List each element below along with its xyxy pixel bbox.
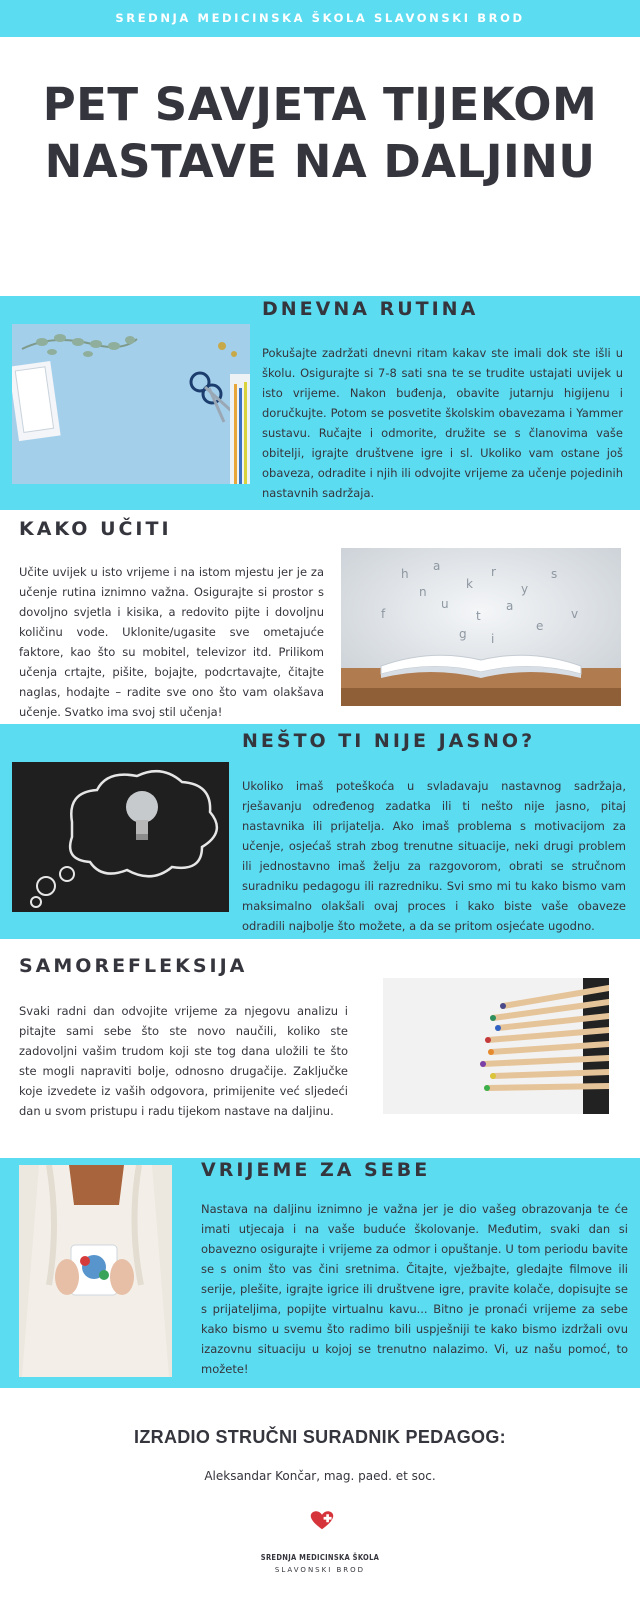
section-text-self-reflection: Svaki radni dan odvojite vrijeme za njegovu analizu i pitajte sami sebe što ste novo naučili, koliko ste zadovoljni vašim trudom koji ste tog dana uložili te što ste mogli napraviti bolje, odnosno drugačije. Zaključke koje izvedete iz vaših odgovora, primijenite već sljedeći dan u svom pristupu i radu tijekom nastave na daljinu. — [19, 1004, 348, 1118]
section-text-daily-routine: Pokušajte zadržati dnevni ritam kakav ste imali dok ste išli u školu. Osigurajte si 7-8 sati sna te se trudite ustajati uvijek u isto vrijeme. Nakon buđenja, obavite jutarnju higijenu i doručkujte. Potom se posvetite školskim obavezama i Yammer sustavu. Ručajte i odmorite, družite se s članovima vaše obitelji, igrajte društvene igre i sl. Ukoliko vam ostane još obaveza, odradite i njih ili odvojite vrijeme za učenje pojedinih nastavnih sadržaja. — [262, 346, 623, 500]
section-text-how-to-study: Učite uvijek u isto vrijeme i na istom mjestu jer je za učenje rutina iznimno važna. Osigurajte si prostor s dovoljno svjetla i kisika, a redovito pijte i dovoljnu količinu vode. Uklonite/ugasite sve ometajuće faktore, kao što su mobitel, televizor itd. Prilikom učenja crtajte, pišite, bojajte, podcrtavajte, čitajte naglas, hodajte – radite sve ono što vam olakšava učenje. Svatko ima svoj stil učenja! — [19, 565, 324, 719]
logo-school-line: SREDNJA MEDICINSKA ŠKOLA — [260, 1553, 380, 1562]
svg-text:v: v — [571, 607, 579, 621]
svg-text:r: r — [491, 565, 496, 579]
colored-pencils-photo — [383, 978, 609, 1114]
section-title-time-for-yourself: VRIJEME ZA SEBE — [201, 1159, 431, 1181]
svg-text:h: h — [401, 567, 409, 581]
svg-text:y: y — [521, 582, 529, 596]
svg-text:u: u — [441, 597, 449, 611]
school-name: SREDNJA MEDICINSKA ŠKOLA SLAVONSKI BROD — [115, 11, 525, 25]
author-name: Aleksandar Končar, mag. paed. et soc. — [204, 1469, 436, 1483]
svg-text:s: s — [551, 567, 558, 581]
section-text-something-unclear: Ukoliko imaš poteškoća u svladavaju nastavnog sadržaja, rješavanju određenog zadatka ili ti nešto nije jasno, pitaj nastavnika ili prijatelja. Ako imaš problema s motivacijom za učenje, osjećaš strah zbog trenutne situacije, neki drugi problem ili jednostavno imaš želju za razgovorom, obrati se stručnom suradniku pedagogu ili razredniku. Svi smo mi tu kako bismo vam maksimalno olakšali ovaj proces i kako biste vaše obaveze odradili najbolje što možete, a da se pritom osjećate ugodno. — [242, 779, 626, 933]
section-title-how-to-study: KAKO UČITI — [19, 518, 172, 540]
svg-text:k: k — [466, 577, 473, 591]
svg-text:i: i — [491, 632, 495, 646]
svg-text:g: g — [459, 627, 467, 641]
section-title-daily-routine: DNEVNA RUTINA — [262, 298, 479, 320]
open-book-letters-photo — [341, 548, 621, 706]
woman-with-mug-photo — [19, 1165, 172, 1377]
logo-city-line: SLAVONSKI BROD — [274, 1566, 366, 1574]
section-title-self-reflection: SAMOREFLEKSIJA — [19, 955, 248, 977]
section-text-time-for-yourself: Nastava na daljinu iznimno je važna jer je dio vašeg obrazovanja te će imati utjecaja i na vaše buduće školovanje. Međutim, svaki dan si obavezno osigurajte i vrijeme za odmor i opuštanje. U tom periodu bavite se s onim što vas čini sretnima. Čitajte, vježbajte, gledajte filmove ili serije, plešite, igrajte igrice ili društvene igre, pravite kolače, dopisujte se s prijateljima, popijte virtualnu kavu... Bitno je pronaći vrijeme za sebe kako bismo u svemu što radimo bili uspješniji te kako bismo izdržali ovu izazovnu situaciju u kojoj se trenutno nalazimo. Vi, uz našu pomoć, to možete! — [201, 1202, 628, 1376]
svg-text:n: n — [419, 585, 427, 599]
svg-text:t: t — [476, 609, 481, 623]
heart-icon — [311, 1511, 333, 1529]
svg-text:a: a — [506, 599, 514, 613]
svg-text:f: f — [381, 607, 386, 621]
desk-scissors-photo — [12, 324, 250, 484]
lightbulb-chalk-cloud-photo — [12, 762, 229, 912]
author-label: IZRADIO STRUČNI SURADNIK PEDAGOG: — [134, 1427, 506, 1447]
section-title-something-unclear: NEŠTO TI NIJE JASNO? — [242, 730, 536, 752]
page-title: PET SAVJETA TIJEKOM NASTAVE NA DALJINU — [42, 78, 598, 188]
top-banner — [0, 0, 640, 37]
svg-text:a: a — [433, 559, 441, 573]
svg-text:e: e — [536, 619, 544, 633]
